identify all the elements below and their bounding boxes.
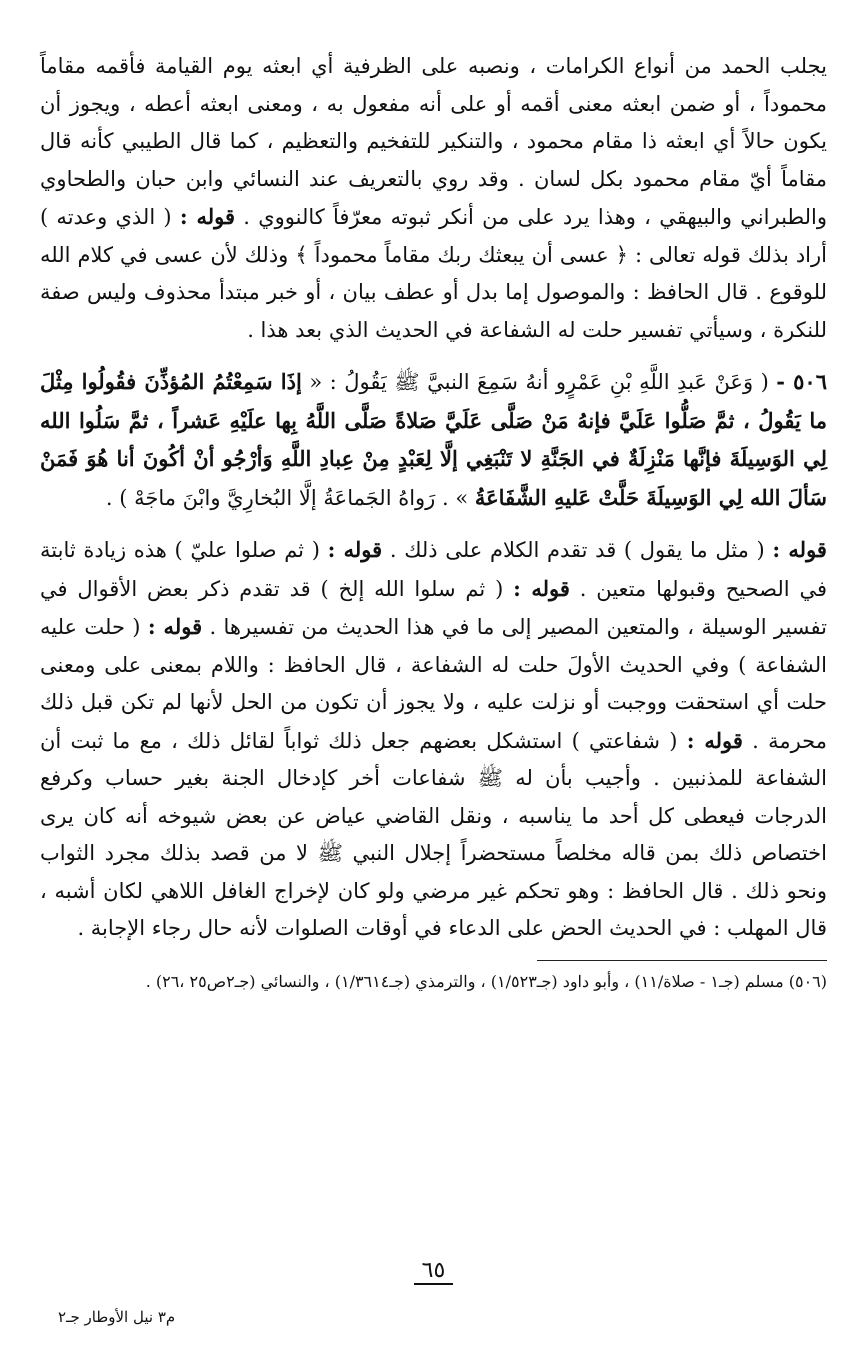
qawluhu-label: قوله : [513,575,570,601]
commentary-text: ( حلت عليه الشفاعة ) وفي الحديث الأولَ حلت له الشفاعة ، قال الحافظ : واللام بمعنى على ومعنى حلت أي استحقت ووجبت أو نزلت عليه ، ولا يجوز أن تكون من الحل لأنها لم تكن قبل ذلك محرمة . [40,615,827,753]
commentary-paragraph-2 [40,531,827,948]
commentary-paragraph-1 [40,48,827,349]
page-body [40,48,827,999]
footnote: (٥٠٦) مسلم (جـ١ - صلاة/١١) ، وأبو داود (جـ١/٥٢٣) ، والترمذي (جـ١/٣٦١٤) ، والنسائي (جـ٢ص٢٥ ،٢٦) . [145,971,827,991]
qawluhu-label: قوله : [327,537,383,562]
page-number-value: ٦٥ [414,1258,454,1285]
hadith-takhrij: » . رَواهُ الجَماعَةُ إلَّا البُخارِيَّ وابْنَ ماجَهْ ) . [105,485,469,510]
page-number [0,1258,867,1283]
commentary-text: ( شفاعتي ) استشكل بعضهم جعل ذلك ثواباً لقائل ذلك ، مع ما ثبت أن الشفاعة للمذنبين . وأجيب بأن له ﷺ شفاعات أخر كإدخال الجنة بغير حساب وكرفع الدرجات فيعطى كل أحد ما يناسبه ، ونقل القاضي عياض عن بعض شيوخه أنه كان يرى اختصاص ذلك بمن قاله مخلصاً مستحضراً إجلال النبي ﷺ لا من قصد بذلك مجرد الثواب ونحو ذلك . قال الحافظ : وهو تحكم غير مرضي ولو كان لإخراج الغافل اللاهي لكان أشبه ، قال المهلب : في الحديث الحض على الدعاء في أوقات الصلوات لأنه حال رجاء الإجابة . [40,728,827,940]
commentary-text: ( ثم صلوا عليّ ) هذه زيادة ثابتة في الصحيح وقبولها متعين . [40,538,827,601]
hadith-paragraph [40,363,827,517]
commentary-text: يجلب الحمد من أنواع الكرامات ، ونصبه على الظرفية أي ابعثه يوم القيامة فأقمه مقاماً محموداً ، أو ضمن ابعثه معنى أقمه أو على أنه مفعول به ، ومعنى ابعثه أعطه ، ويجوز أن يكون حالاً أي ابعثه ذا مقام محمود ، والتنكير للتفخيم والتعظيم ، كما قال الطيبي كأنه قال مقاماً أيّ مقام محمود بكل لسان . وقد روي بالتعريف عند النسائي وابن حبان والطحاوي والطبراني والبيهقي ، وهذا يرد على من أنكر ثبوته معرّفاً كالنووي . [40,54,828,229]
qawluhu-label: قوله : [179,204,236,229]
commentary-text: ( ثم سلوا الله إلخ ) قد تقدم ذكر بعض الأقوال في تفسير الوسيلة ، والمتعين المصير إلى ما في هذا الحديث من تفسيرها . [40,576,828,639]
commentary-text: ( مثل ما يقول ) قد تقدم الكلام على ذلك . [389,538,765,562]
commentary-text: ( الذي وعدته ) أراد بذلك قوله تعالى : ﴿ عسى أن يبعثك ربك مقاماً محموداً ﴾ وذلك لأن عسى في كلام الله للوقوع . قال الحافظ : والموصول إما بدل أو عطف بيان ، أو خبر مبتدأ محذوف وليس صفة للنكرة ، وسيأتي تفسير حلت له الشفاعة في الحديث الذي بعد هذا . [40,205,827,342]
hadith-matn: إذَا سَمِعْتُمُ المُؤذِّنَ فقُولُوا مِثْلَ ما يَقُولُ ، ثمَّ صَلُّوا عَلَيَّ فإنهُ مَنْ صَلَّى عَلَيَّ صَلاةً صَلَّى اللَّهُ بِها علَيْهِ عَشراً ، ثمَّ سَلُوا الله لِي الوَسِيلَةَ فإنَّها مَنْزِلَةٌ في الجَنَّةِ لا تَنْبَغِي إلَّا لِعَبْدٍ مِنْ عِبادِ اللَّهِ وَأرْجُو أنْ أكُونَ أنا هُوَ فَمَنْ سَألَ الله لِي الوَسِيلَةَ حَلَّتْ عَليهِ الشَّفَاعَةُ [40,369,828,510]
qawluhu-label: قوله : [686,727,743,753]
hadith-isnad: ( وَعَنْ عَبدِ اللَّهِ بْنِ عَمْرٍو أنهُ سَمِعَ النبيَّ ﷺ يَقُولُ : « [309,370,769,394]
footnote-divider [537,960,827,961]
qawluhu-label: قوله : [147,614,203,639]
qawluhu-label: قوله : [772,537,827,562]
hadith-number: ٥٠٦ - [776,369,827,394]
volume-signature: م٣ نيل الأوطار جـ٢ [58,1308,176,1326]
